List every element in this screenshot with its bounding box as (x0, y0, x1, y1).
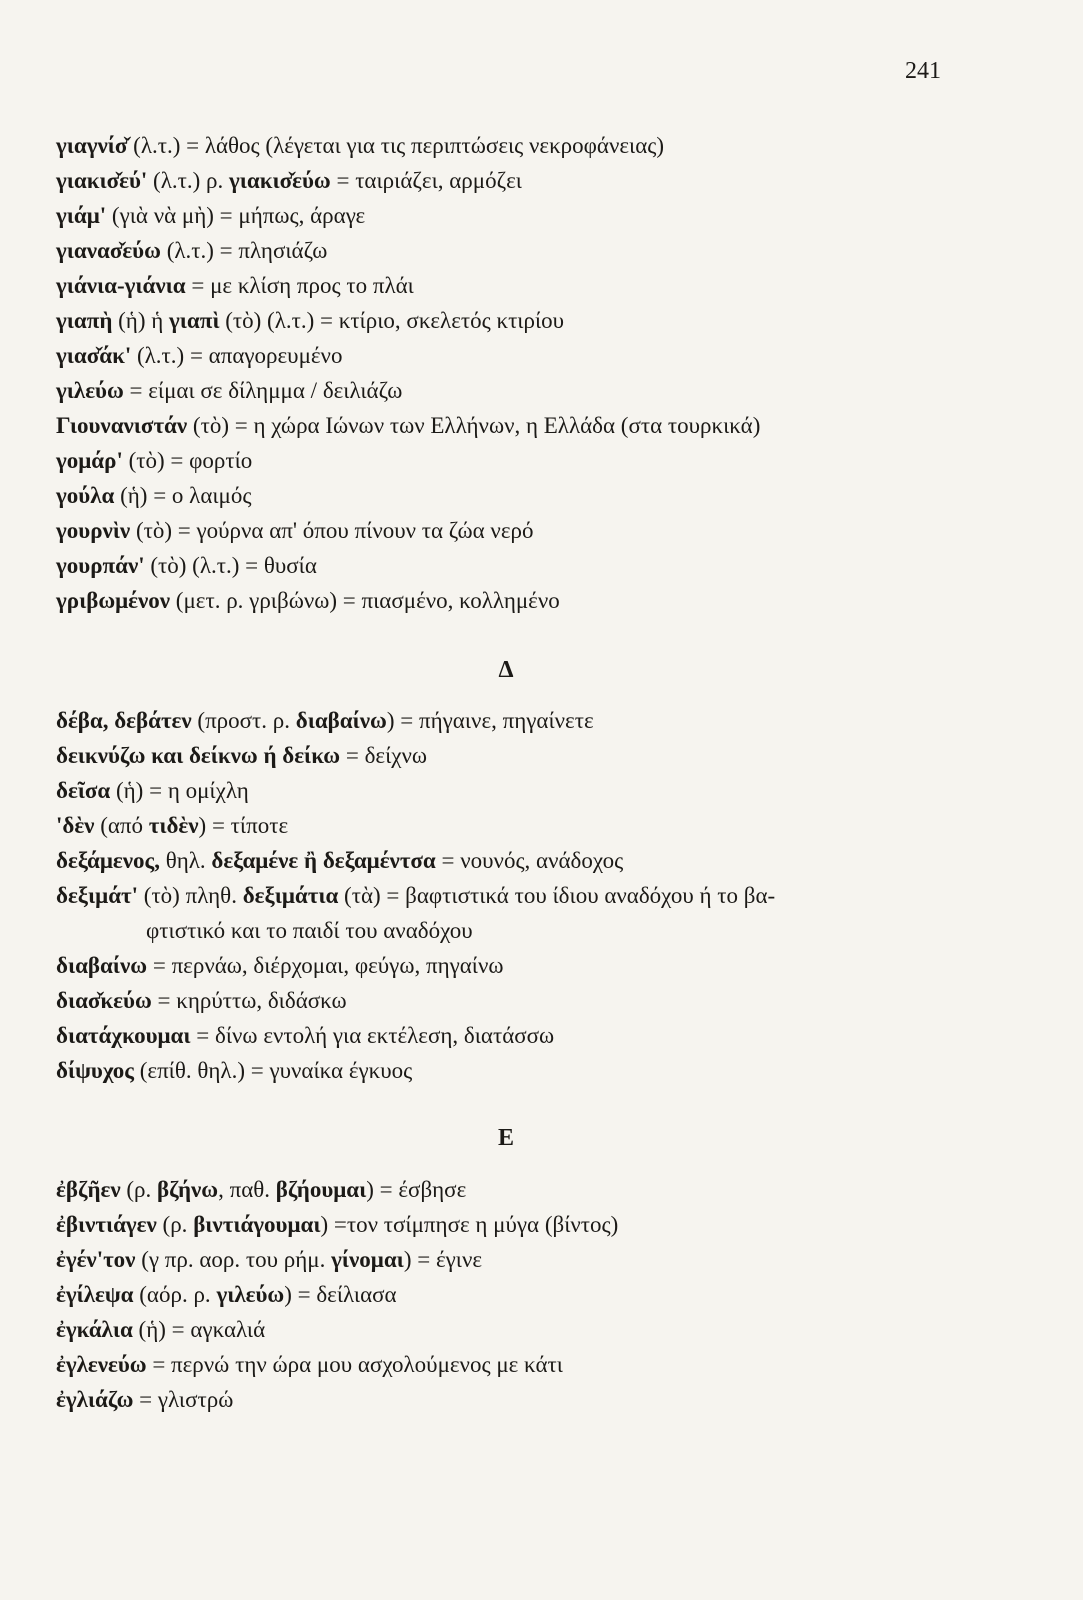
entry-headword: γιανασ̌εύω (56, 238, 161, 263)
dictionary-entry (56, 342, 342, 370)
dictionary-entry (56, 1281, 397, 1309)
dictionary-entry (56, 272, 414, 300)
entry-headword: γομάρ' (56, 448, 123, 473)
entry-headword: δεξαμένε ἢ δεξαμέντσα (211, 848, 436, 873)
entry-headword: ἐγκάλια (56, 1317, 133, 1342)
entry-definition: ) = τίποτε (198, 813, 289, 838)
dictionary-entry (56, 1022, 554, 1050)
entry-headword: τιδὲν (148, 813, 199, 838)
dictionary-entry (56, 882, 775, 910)
dictionary-entry (56, 132, 664, 160)
dictionary-entry (56, 552, 317, 580)
entry-headword: δεξιμάτ' (56, 883, 139, 908)
entry-headword: Γιουνανιστάν (56, 413, 188, 438)
entry-definition: (ἡ) = αγκαλιά (132, 1317, 266, 1342)
entry-definition: (ἡ) ἡ (112, 308, 170, 333)
entry-definition: (προστ. ρ. (191, 708, 296, 733)
entry-definition: θηλ. (159, 848, 212, 873)
entry-headword: γιακισ̌εύ' (56, 168, 148, 193)
section-letter: Δ (498, 657, 514, 683)
dictionary-entry (56, 307, 564, 335)
dictionary-entry (56, 517, 533, 545)
entry-definition: (λ.τ.) = απαγορευμένο (131, 343, 343, 368)
entry-headword: διατάχκουμαι (56, 1023, 191, 1048)
entry-definition: = είμαι σε δίλημμα / δειλιάζω (123, 378, 403, 403)
entry-definition: (τὰ) = βαφτιστικά του ίδιου αναδόχου ή το βα- (338, 883, 776, 908)
entry-definition: = γλιστρώ (133, 1387, 234, 1412)
entry-definition: ) = δείλιασα (284, 1282, 397, 1307)
dictionary-entry (56, 847, 623, 875)
entry-definition: = κηρύττω, διδάσκω (151, 988, 347, 1013)
entry-definition: = με κλίση προς το πλάι (185, 273, 414, 298)
entry-headword: δεξάμενος, (56, 848, 160, 873)
entry-headword: γιακισ̌εύω (229, 168, 331, 193)
entry-headword: γούλα (56, 483, 115, 508)
entry-definition: , παθ. (218, 1177, 276, 1202)
dictionary-entry (56, 377, 402, 405)
entry-definition: (τὸ) (λ.τ.) = κτίριο, σκελετός κτιρίου (219, 308, 565, 333)
entry-definition: (λ.τ.) = πλησιάζω (160, 238, 328, 263)
entry-definition: (ρ. (156, 1212, 194, 1237)
entry-definition: (γιὰ νὰ μὴ) = μήπως, άραγε (106, 203, 366, 228)
entry-headword: γιαγνίσ̌ (56, 133, 128, 158)
dictionary-entry (56, 1316, 265, 1344)
entry-headword: γουρνὶν (56, 518, 131, 543)
dictionary-entry (56, 812, 288, 840)
page-number: 241 (905, 58, 941, 84)
entry-definition: ) = πήγαινε, πηγαίνετε (386, 708, 594, 733)
entry-definition: (λ.τ.) = λάθος (λέγεται για τις περιπτώσεις νεκροφάνειας) (127, 133, 665, 158)
entry-headword: γιαπὶ (169, 308, 220, 333)
entry-definition: (ρ. (120, 1177, 157, 1202)
dictionary-entry (56, 1057, 412, 1085)
entry-definition: φτιστικό και το παιδί του αναδόχου (146, 918, 473, 943)
entry-definition: (από (94, 813, 149, 838)
entry-headword: δίψυχος (56, 1058, 134, 1083)
entry-definition: (αόρ. ρ. (133, 1282, 217, 1307)
entry-definition: = ταιριάζει, αρμόζει (330, 168, 522, 193)
entry-definition: (τὸ) (λ.τ.) = θυσία (144, 553, 317, 578)
entry-headword: γριβωμένον (56, 588, 171, 613)
entry-headword: δεξιμάτια (242, 883, 339, 908)
entry-headword: βιντιάγουμαι (193, 1212, 321, 1237)
dictionary-entry (56, 1386, 233, 1414)
entry-headword: δέβα, δεβάτεν (56, 708, 192, 733)
entry-headword: γιάμ' (56, 203, 107, 228)
dictionary-entry (56, 1176, 466, 1204)
entry-definition: ) =τον τσίμπησε η μύγα (βίντος) (320, 1212, 619, 1237)
dictionary-entry (56, 587, 560, 615)
section-letter: Ε (497, 1125, 514, 1151)
dictionary-entry (56, 1351, 563, 1379)
entry-headword: ἐγέν'τον (56, 1247, 136, 1272)
entry-headword: ἐγλιάζω (56, 1387, 134, 1412)
dictionary-entry (56, 707, 594, 735)
dictionary-entry (56, 742, 427, 770)
entry-definition: (ἡ) = ο λαιμός (114, 483, 252, 508)
entry-headword: 'δὲν (56, 813, 95, 838)
entry-definition: ) = έγινε (403, 1247, 483, 1272)
entry-definition: (τὸ) = η χώρα Ιώνων των Ελλήνων, η Ελλάδα (στα τουρκικά) (187, 413, 761, 438)
entry-definition: (τὸ) = φορτίο (122, 448, 253, 473)
entry-definition: = δείχνω (340, 743, 428, 768)
dictionary-entry (146, 917, 473, 945)
entry-headword: δεῖσα (56, 778, 111, 803)
entry-definition: = νουνός, ανάδοχος (435, 848, 624, 873)
dictionary-entry (56, 237, 327, 265)
entry-definition: (τὸ) πληθ. (138, 883, 243, 908)
entry-headword: γιασ̌άκ' (56, 343, 132, 368)
entry-definition: (μετ. ρ. γριβώνω) = πιασμένο, κολλημένο (170, 588, 560, 613)
entry-headword: γιαπὴ (56, 308, 113, 333)
entry-headword: διασ̌κεύω (56, 988, 152, 1013)
entry-definition: (λ.τ.) ρ. (147, 168, 229, 193)
entry-headword: διαβαίνω (295, 708, 387, 733)
entry-definition: = δίνω εντολή για εκτέλεση, διατάσσω (190, 1023, 555, 1048)
dictionary-entry (56, 447, 252, 475)
entry-headword: ἐβζῆεν (56, 1177, 121, 1202)
entry-headword: γιλεύω (216, 1282, 285, 1307)
entry-headword: βζήουμαι (275, 1177, 367, 1202)
dictionary-entry (56, 987, 347, 1015)
entry-headword: βζήνω (157, 1177, 219, 1202)
dictionary-entry (56, 1211, 618, 1239)
entry-headword: διαβαίνω (56, 953, 148, 978)
entry-definition: (επίθ. θηλ.) = γυναίκα έγκυος (134, 1058, 413, 1083)
entry-definition: = περνάω, διέρχομαι, φεύγω, πηγαίνω (147, 953, 504, 978)
entry-headword: δεικνύζω και δείκνω ή δείκω (56, 743, 341, 768)
dictionary-entry (56, 777, 249, 805)
dictionary-entry (56, 202, 365, 230)
dictionary-entry (56, 1246, 482, 1274)
entry-headword: γιλεύω (56, 378, 124, 403)
entry-definition: ) = έσβησε (366, 1177, 467, 1202)
entry-definition: (γ πρ. αορ. του ρήμ. (135, 1247, 332, 1272)
dictionary-entry (56, 412, 760, 440)
entry-headword: ἐγίλεψα (56, 1282, 134, 1307)
dictionary-entry (56, 952, 504, 980)
entry-definition: (ἡ) = η ομίχλη (110, 778, 249, 803)
entry-headword: ἐβιντιάγεν (56, 1212, 157, 1237)
entry-definition: (τὸ) = γούρνα απ' όπου πίνουν τα ζώα νερό (130, 518, 534, 543)
entry-headword: ἐγλενεύω (56, 1352, 147, 1377)
dictionary-entry (56, 167, 522, 195)
entry-headword: γιάνια-γιάνια (56, 273, 186, 298)
dictionary-entry (56, 482, 252, 510)
entry-headword: γίνομαι (331, 1247, 404, 1272)
entry-definition: = περνώ την ώρα μου ασχολούμενος με κάτι (146, 1352, 563, 1377)
entry-headword: γουρπάν' (56, 553, 145, 578)
